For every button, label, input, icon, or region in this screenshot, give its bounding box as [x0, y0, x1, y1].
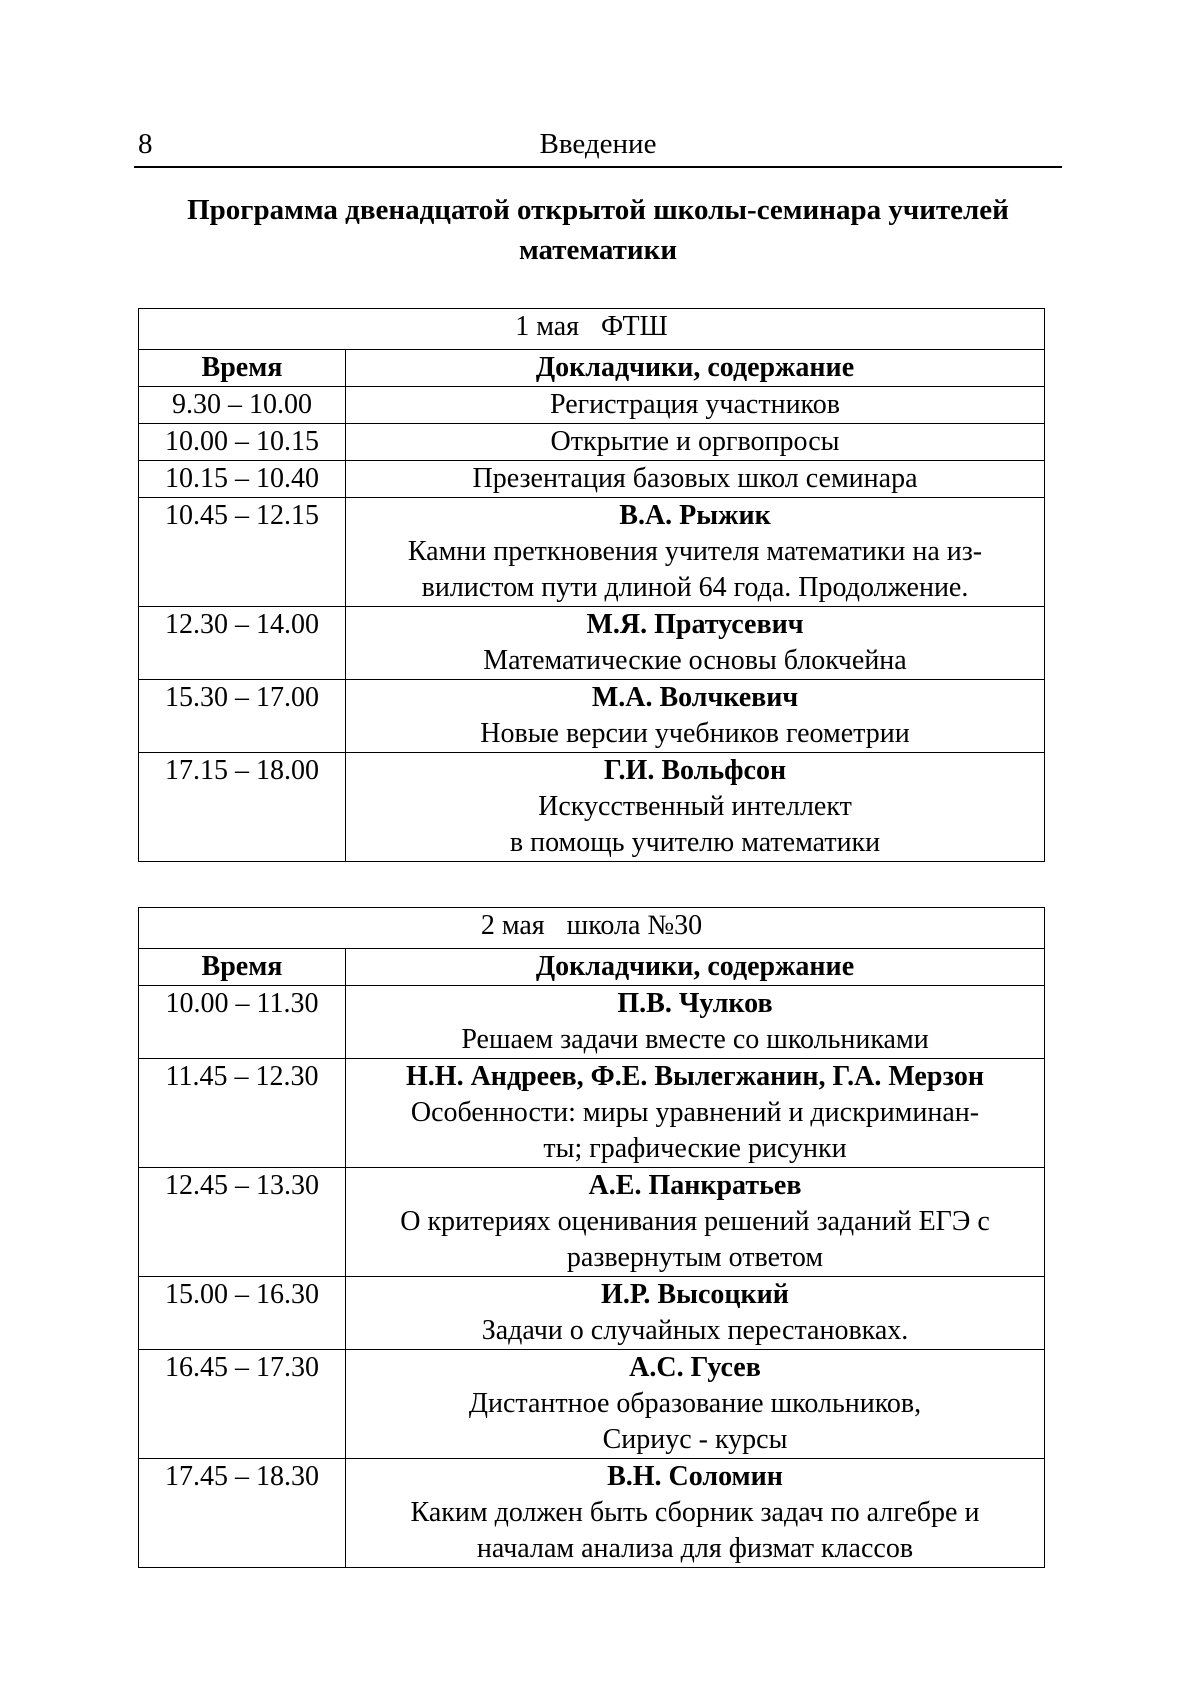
- content-cell: [346, 1459, 1045, 1568]
- content-cell: [346, 1059, 1045, 1168]
- document-title: [134, 190, 1062, 270]
- speaker-name: Н.Н. Андреев, Ф.Е. Вылегжанин, Г.А. Мерзон: [406, 1061, 984, 1092]
- talk-description-line: Задачи о случайных перестановках.: [481, 1315, 909, 1346]
- schedule-row: [139, 461, 1045, 498]
- day-header-cell: [139, 309, 1045, 350]
- column-header-content: Докладчики, содержание: [346, 949, 1045, 986]
- time-cell: 16.45 – 17.30: [139, 1350, 346, 1459]
- schedule-row: [139, 1059, 1045, 1168]
- speaker-name: П.В. Чулков: [617, 988, 773, 1019]
- talk-description-line: Камни преткновения учителя математики на из-: [407, 536, 983, 567]
- content-cell: [346, 1277, 1045, 1350]
- speaker-name: В.А. Рыжик: [619, 500, 771, 531]
- talk-description-line: Открытие и оргвопросы: [550, 426, 840, 457]
- day-header-cell: [139, 908, 1045, 949]
- speaker-name: А.Е. Панкратьев: [588, 1170, 802, 1201]
- talk-description-line: ты; графические рисунки: [543, 1133, 847, 1164]
- schedule-row: [139, 986, 1045, 1059]
- column-header-row: [139, 949, 1045, 986]
- page-number: 8: [138, 128, 153, 160]
- talk-description-line: Презентация базовых школ семинара: [472, 463, 918, 494]
- day-place: школа №30: [566, 910, 703, 941]
- day-header-row: [139, 908, 1045, 949]
- column-header-content: Докладчики, содержание: [346, 350, 1045, 387]
- time-cell: 10.00 – 10.15: [139, 424, 346, 461]
- talk-description-line: Математические основы блокчейна: [483, 645, 907, 676]
- time-cell: 10.00 – 11.30: [139, 986, 346, 1059]
- page-header: [134, 124, 1062, 168]
- content-cell: [346, 680, 1045, 753]
- speaker-name: И.Р. Высоцкий: [601, 1279, 789, 1310]
- schedule-row: [139, 424, 1045, 461]
- column-header-row: [139, 350, 1045, 387]
- talk-description-line: Каким должен быть сборник задач по алгебре и: [410, 1497, 980, 1528]
- schedule-row: [139, 1168, 1045, 1277]
- speaker-name: В.Н. Соломин: [607, 1461, 783, 1492]
- column-header-time: Время: [139, 350, 346, 387]
- talk-description-line: О критериях оценивания решений заданий ЕГЭ с: [400, 1206, 990, 1237]
- content-cell: [346, 1350, 1045, 1459]
- content-cell: [346, 607, 1045, 680]
- time-cell: 9.30 – 10.00: [139, 387, 346, 424]
- day-date: 1 мая: [515, 311, 580, 342]
- talk-description-line: Искусственный интеллект: [538, 791, 852, 822]
- talk-description-line: Регистрация участников: [550, 389, 840, 420]
- time-cell: 15.30 – 17.00: [139, 680, 346, 753]
- time-cell: 10.15 – 10.40: [139, 461, 346, 498]
- speaker-name: М.Я. Пратусевич: [586, 609, 804, 640]
- schedule-row: [139, 607, 1045, 680]
- talk-description-line: развернутым ответом: [566, 1242, 824, 1273]
- time-cell: 15.00 – 16.30: [139, 1277, 346, 1350]
- document-title-line-1: Программа двенадцатой открытой школы-семинара учителей: [187, 194, 1009, 226]
- schedule-table-day-2: [138, 907, 1045, 1568]
- time-cell: 12.45 – 13.30: [139, 1168, 346, 1277]
- schedule-row: [139, 1277, 1045, 1350]
- content-cell: [346, 986, 1045, 1059]
- content-cell: [346, 753, 1045, 862]
- running-title: Введение: [539, 128, 657, 160]
- talk-description-line: Новые версии учебников геометрии: [480, 718, 910, 749]
- schedule-row: [139, 1350, 1045, 1459]
- speaker-name: Г.И. Вольфсон: [603, 755, 787, 786]
- talk-description-line: Решаем задачи вместе со школьниками: [461, 1024, 929, 1055]
- time-cell: 17.15 – 18.00: [139, 753, 346, 862]
- speaker-name: М.А. Волчкевич: [591, 682, 799, 713]
- day-date: 2 мая: [480, 910, 545, 941]
- schedule-row: [139, 753, 1045, 862]
- schedule-table-day-1: [138, 308, 1045, 862]
- time-cell: 12.30 – 14.00: [139, 607, 346, 680]
- talk-description-line: началам анализа для физмат классов: [476, 1533, 914, 1564]
- schedule-row: [139, 680, 1045, 753]
- content-cell: [346, 424, 1045, 461]
- talk-description-line: Особенности: миры уравнений и дискриминан-: [410, 1097, 980, 1128]
- content-cell: [346, 387, 1045, 424]
- day-header-row: [139, 309, 1045, 350]
- talk-description-line: в помощь учителю математики: [509, 827, 881, 858]
- column-header-time: Время: [139, 949, 346, 986]
- time-cell: 17.45 – 18.30: [139, 1459, 346, 1568]
- talk-description-line: вилистом пути длиной 64 года. Продолжение.: [421, 572, 969, 603]
- time-cell: 11.45 – 12.30: [139, 1059, 346, 1168]
- schedule-row: [139, 498, 1045, 607]
- content-cell: [346, 461, 1045, 498]
- content-cell: [346, 1168, 1045, 1277]
- time-cell: 10.45 – 12.15: [139, 498, 346, 607]
- speaker-name: А.С. Гусев: [629, 1352, 761, 1383]
- talk-description-line: Дистантное образование школьников,: [468, 1388, 922, 1419]
- schedule-row: [139, 1459, 1045, 1568]
- talk-description-line: Сириус - курсы: [602, 1424, 788, 1455]
- document-title-line-2: математики: [518, 234, 678, 266]
- content-cell: [346, 498, 1045, 607]
- day-place: ФТШ: [601, 311, 668, 342]
- schedule-row: [139, 387, 1045, 424]
